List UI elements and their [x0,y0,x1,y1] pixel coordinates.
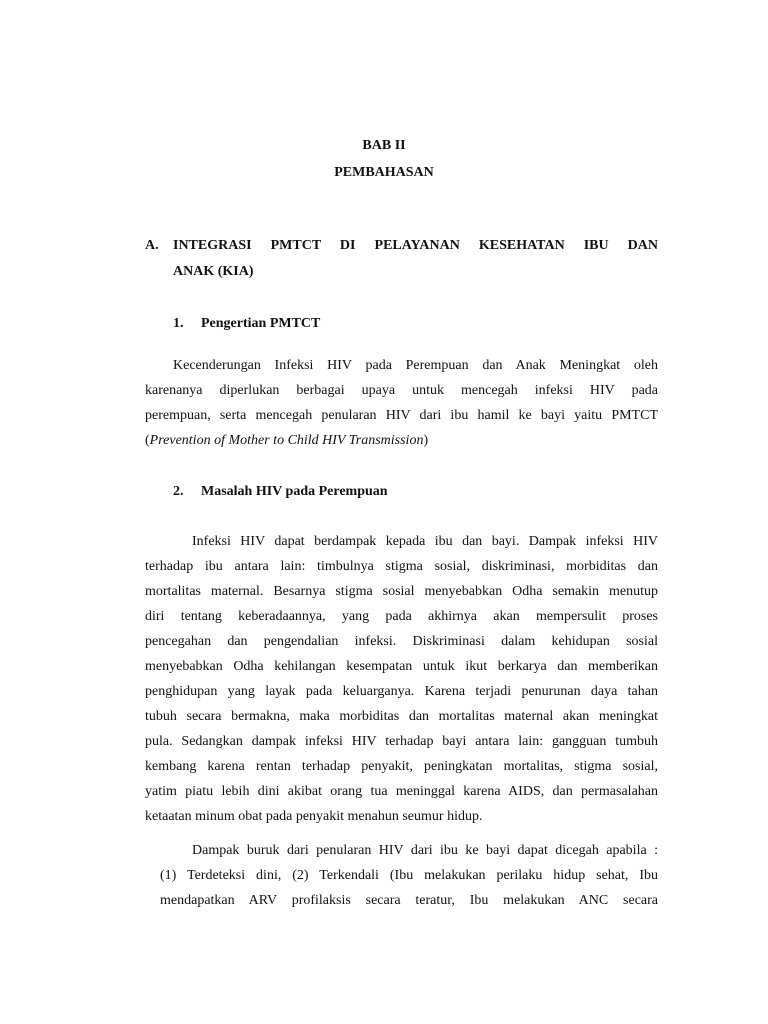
paren-close: ) [423,433,429,448]
section-a-title-line2: ANAK (KIA) [173,264,254,279]
sub2-paragraph-line: menyebabkan Odha kehilangan kesempatan untuk ikut berkarya dan memberikan [145,659,658,674]
sub1-paragraph-line: Kecenderungan Infeksi HIV pada Perempuan dan Anak Meningkat oleh [173,358,658,373]
paren-open: ( [145,433,150,448]
sub2-paragraph-line: tubuh secara bermakna, maka morbiditas dan mortalitas maternal akan meningkat [145,709,658,724]
sub2-paragraph2-line: (1) Terdeteksi dini, (2) Terkendali (Ibu melakukan perilaku hidup sehat, Ibu [160,868,658,883]
sub2-paragraph-line: penghidupan yang layak pada keluarganya. Karena terjadi penurunan daya tahan [145,684,658,699]
sub2-paragraph-line: mortalitas maternal. Besarnya stigma sosial menyebabkan Odha semakin menutup [145,584,658,599]
sub2-paragraph2-line: Dampak buruk dari penularan HIV dari ibu ke bayi dapat dicegah apabila : [192,843,658,858]
sub2-paragraph-line: terhadap ibu antara lain: timbulnya stigma sosial, diskriminasi, morbiditas dan [145,559,658,574]
sub2-paragraph-line: kembang karena rentan terhadap penyakit, peningkatan mortalitas, stigma sosial, [145,759,658,774]
chapter-title: PEMBAHASAN [334,165,434,180]
chapter-number: BAB II [362,138,406,153]
pmtct-expansion: Prevention of Mother to Child HIV Transmission [149,433,424,448]
sub2-paragraph2-line: mendapatkan ARV profilaksis secara teratur, Ibu melakukan ANC secara [160,893,658,908]
sub2-paragraph-line: ketaatan minum obat pada penyakit menahun seumur hidup. [145,809,483,824]
sub2-paragraph-line: Infeksi HIV dapat berdampak kepada ibu dan bayi. Dampak infeksi HIV [192,534,658,549]
section-a-title-line1: INTEGRASI PMTCT DI PELAYANAN KESEHATAN IBU DAN [173,238,658,253]
sub2-paragraph-line: pencegahan dan pengendalian infeksi. Diskriminasi dalam kehidupan sosial [145,634,658,649]
section-a-marker: A. [145,238,159,253]
sub2-paragraph-line: pula. Sedangkan dampak infeksi HIV terhadap bayi antara lain: gangguan tumbuh [145,734,658,749]
subsection-2-title: Masalah HIV pada Perempuan [201,484,388,499]
subsection-1-number: 1. [173,316,184,331]
subsection-2-number: 2. [173,484,184,499]
sub2-paragraph-line: yatim piatu lebih dini akibat orang tua meninggal karena AIDS, dan permasalahan [145,784,658,799]
sub1-paragraph-line: perempuan, serta mencegah penularan HIV dari ibu hamil ke bayi yaitu PMTCT [145,408,658,423]
sub1-paragraph-line: karenanya diperlukan berbagai upaya untuk mencegah infeksi HIV pada [145,383,658,398]
sub1-paragraph-line [145,433,428,449]
subsection-1-title: Pengertian PMTCT [201,316,321,331]
sub2-paragraph-line: diri tentang keberadaannya, yang pada akhirnya akan mempersulit proses [145,609,658,624]
